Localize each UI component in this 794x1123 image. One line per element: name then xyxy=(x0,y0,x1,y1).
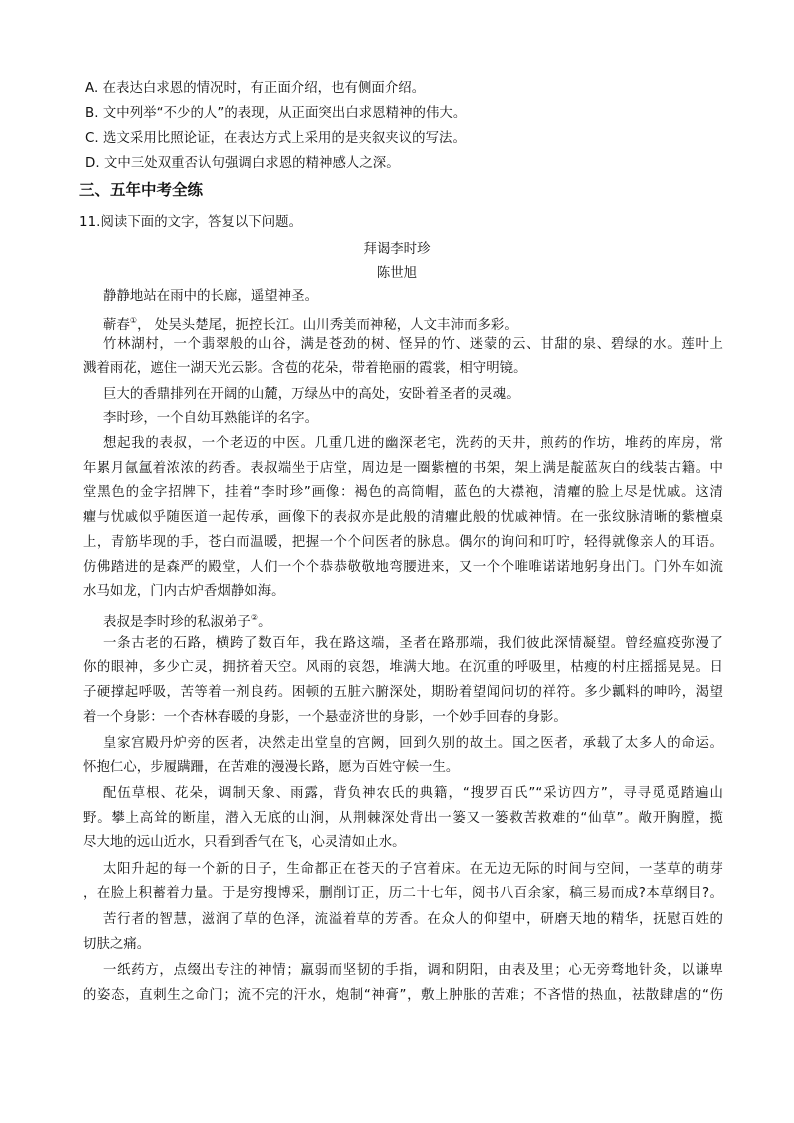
paragraph-line: 一条古老的石路，横跨了数百年，我在路这端，圣者在路那端，我们彼此深情凝望。曾经瘟疫弥漫了 xyxy=(103,636,723,651)
paragraph-line: 皇家宫殿丹炉旁的医者，决然走出堂皇的宫阙，回到久别的故土。国之医者，承载了太多人的命运。 xyxy=(103,736,723,751)
paragraph-line: 堂黑色的金字招牌下，挂着“李时珍”画像：褐色的高筒帽，蓝色的大襟袍，清癯的脸上尽是忧戚。这清 xyxy=(83,485,723,500)
paragraph-line: 想起我的表叔，一个老迈的中医。几重几进的幽深老宅，洗药的天井，煎药的作坊，堆药的库房，常 xyxy=(103,436,723,451)
question-prompt: 11.阅读下面的文字，答复以下问题。 xyxy=(79,215,303,230)
paragraph-line: 巨大的香鼎排列在开阔的山麓，万绿丛中的高处，安卧着圣者的灵魂。 xyxy=(103,387,520,402)
paragraph-line: 一纸药方，点缀出专注的神情；羸弱而坚韧的手指，调和阴阳，由表及里；心无旁骛地针灸，以谦卑 xyxy=(103,963,723,978)
option-d: D. 文中三处双重否认句强调白求恩的精神感人之深。 xyxy=(85,156,400,171)
paragraph-line: 着一个身影：一个杏林春暖的身影，一个悬壶济世的身影，一个妙手回春的身影。 xyxy=(83,710,567,725)
paragraph-text: 。 xyxy=(258,615,272,630)
paragraph-line: 你的眼神，多少亡灵，拥挤着天空。风雨的哀怨，堆满大地。在沉重的呼吸里，枯瘦的村庄摇摇晃晃。日 xyxy=(83,660,723,675)
paragraph-line: 野。攀上高耸的断崖，潜入无底的山涧，从荆棘深处背出一篓又一篓救苦救难的“仙草”。敞开胸膛，揽 xyxy=(83,811,723,826)
paragraph-text: 表叔是李时珍的私淑弟子 xyxy=(103,615,251,630)
place-name: 蕲春 xyxy=(103,318,130,333)
paragraph-line: ，在脸上积蓄着力量。于是穷搜博采，删削订正，历二十七年，阅书八百余家，稿三易而成?本草纲目?。 xyxy=(83,886,723,901)
footnote-marker: ② xyxy=(250,613,259,622)
paragraph-line: 年累月氤氲着浓浓的药香。表叔端坐于店堂，周边是一圈紫檀的书架，架上满是靛蓝灰白的线装古籍。中 xyxy=(83,461,723,476)
option-a: A. 在表达白求恩的情况时，有正面介绍，也有侧面介绍。 xyxy=(85,81,426,96)
paragraph-line: 李时珍，一个自幼耳熟能详的名字。 xyxy=(103,411,319,426)
paragraph-text: ， 处吴头楚尾，扼控长江。山川秀美而神秘，人文丰沛而多彩。 xyxy=(137,318,518,333)
option-b: B. 文中列举“不少的人”的表现，从正面突出白求恩精神的伟大。 xyxy=(85,106,467,121)
paragraph-line: 配伍草根、花朵，调制天象、雨露，背负神农氏的典籍，“搜罗百氏”“采访四方”，寻寻觅觅踏遍山 xyxy=(103,786,723,801)
section-title: 三、五年中考全练 xyxy=(79,181,204,199)
footnote-marker: ① xyxy=(129,316,138,325)
paragraph-line: 苦行者的智慧，滋润了草的色泽，流溢着草的芳香。在众人的仰望中，研磨天地的精华，抚慰百姓的 xyxy=(103,912,723,927)
article-title: 拜谒李时珍 xyxy=(363,242,431,257)
article-author: 陈世旭 xyxy=(376,266,418,281)
paragraph-line: 切肤之痛。 xyxy=(83,937,151,952)
paragraph-line: 溅着雨花，遮住一湖天光云影。含苞的花朵，带着艳丽的霞裳，相守明镜。 xyxy=(83,361,527,376)
paragraph-line: 癯与忧戚似乎随医道一起传承，画像下的表叔亦是此般的清癯此般的忧戚神情。在一张纹脉清晰的紫檀桌 xyxy=(83,510,723,525)
paragraph-line: 水马如龙，门内古炉香烟静如海。 xyxy=(83,584,285,599)
paragraph-line: 子硬撑起呼吸，苦等着一剂良药。困顿的五脏六腑深处，期盼着望闻问切的祥符。多少瓤料的呻吟，渴望 xyxy=(83,685,723,700)
option-c: C. 选文采用比照论证，在表达方式上采用的是夹叙夹议的写法。 xyxy=(85,131,466,146)
paragraph-line: 上，青筋毕现的手，苍白而温暖，把握一个个问医者的脉息。偶尔的询问和叮咛，轻得就像亲人的耳语。 xyxy=(83,535,723,550)
paragraph-line: 尽大地的远山近水，只看到香气在飞，心灵清如止水。 xyxy=(83,835,406,850)
paragraph-line: 仿佛踏进的是森严的殿堂，人们一个个恭恭敬敬地弯腰进来，又一个个唯唯诺诺地躬身出门。门外车如流 xyxy=(83,560,723,575)
paragraph-line: 太阳升起的每一个新的日子，生命都正在苍天的子宫着床。在无边无际的时间与空间，一茎草的萌芽 xyxy=(103,862,723,877)
paragraph-line: 竹林湖村，一个翡翠般的山谷，满是苍劲的树、怪异的竹、迷蒙的云、甘甜的泉、碧绿的水。莲叶上 xyxy=(103,337,723,352)
paragraph-line: 怀抱仁心，步履蹒跚，在苦难的漫漫长路，愿为百姓守候一生。 xyxy=(83,760,460,775)
paragraph-line: 的姿态，直刺生之命门；流不完的汗水，炮制“神膏”，敷上肿胀的苦难；不吝惜的热血，祛散肆虐的“伤 xyxy=(83,988,723,1003)
paragraph-line: 静静地站在雨中的长廊，遥望神圣。 xyxy=(103,289,319,304)
